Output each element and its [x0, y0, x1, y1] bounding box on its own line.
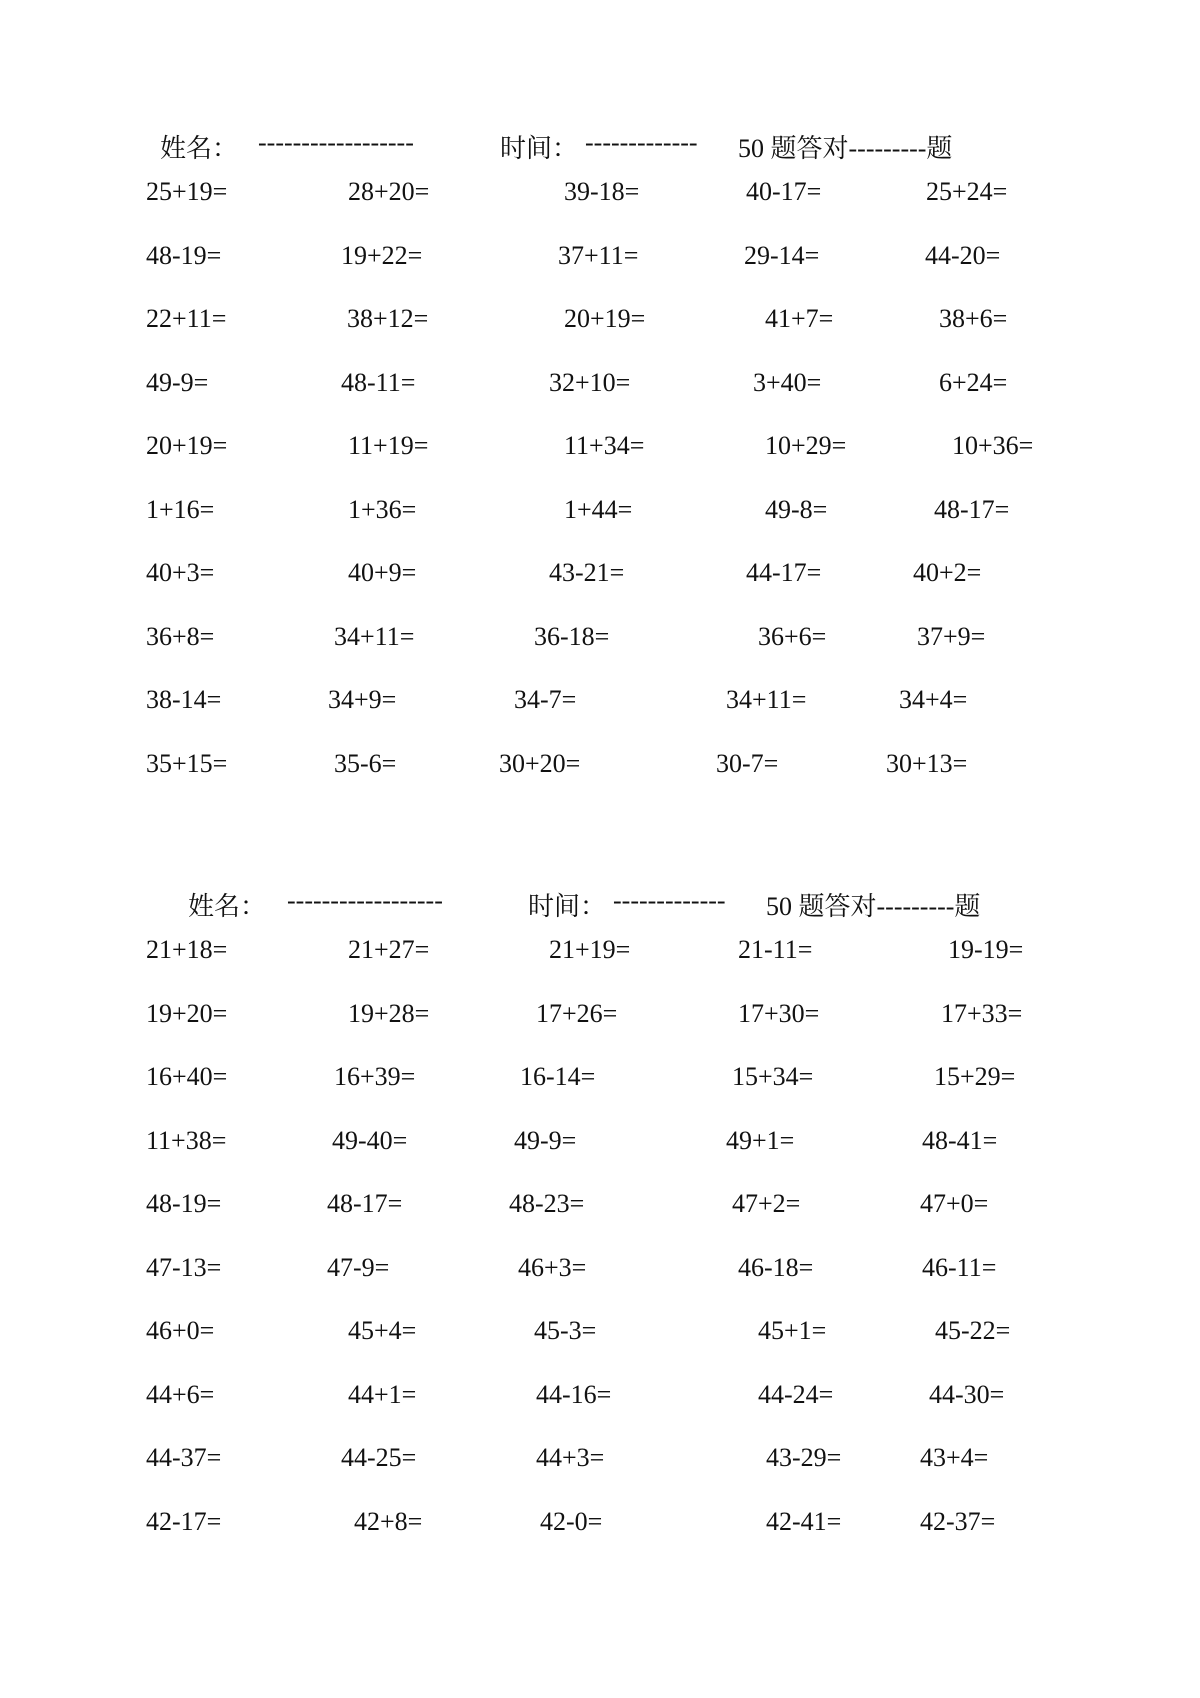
problem-r2-c2: 19+22=: [341, 241, 423, 270]
problem-r4-c3: 32+10=: [549, 368, 631, 397]
problem-r8-c5: 44-30=: [929, 1380, 1005, 1409]
problem-r1-c1: 25+19=: [146, 177, 228, 206]
problem-r5-c3: 11+34=: [564, 431, 645, 460]
problem-r6-c2: 1+36=: [348, 495, 417, 524]
problem-r4-c1: 11+38=: [146, 1126, 227, 1155]
problem-r5-c1: 20+19=: [146, 431, 228, 460]
name-label: 姓名：: [188, 892, 267, 921]
problem-r3-c5: 15+29=: [934, 1062, 1016, 1091]
problem-r7-c4: 45+1=: [758, 1316, 827, 1345]
problem-r1-c2: 21+27=: [348, 935, 430, 964]
problem-r3-c4: 15+34=: [732, 1062, 814, 1091]
problem-r4-c3: 49-9=: [514, 1126, 577, 1155]
problem-r4-c4: 3+40=: [753, 368, 822, 397]
problem-r9-c4: 43-29=: [766, 1443, 842, 1472]
problem-r1-c2: 28+20=: [348, 177, 430, 206]
problem-r3-c3: 16-14=: [520, 1062, 596, 1091]
problem-r6-c1: 47-13=: [146, 1253, 222, 1282]
problem-r2-c3: 17+26=: [536, 999, 618, 1028]
problem-r8-c2: 44+1=: [348, 1380, 417, 1409]
problem-r2-c1: 19+20=: [146, 999, 228, 1028]
problem-r2-c1: 48-19=: [146, 241, 222, 270]
problem-r8-c3: 44-16=: [536, 1380, 612, 1409]
problem-r5-c5: 10+36=: [952, 431, 1034, 460]
problem-r6-c4: 46-18=: [738, 1253, 814, 1282]
problem-r7-c1: 46+0=: [146, 1316, 215, 1345]
time-blank-line: -------------: [585, 128, 698, 157]
problem-r7-c3: 45-3=: [534, 1316, 597, 1345]
problem-r5-c2: 11+19=: [348, 431, 429, 460]
problem-r7-c2: 45+4=: [348, 1316, 417, 1345]
problem-r10-c5: 42-37=: [920, 1507, 996, 1536]
problem-r6-c5: 46-11=: [922, 1253, 997, 1282]
problem-r5-c4: 10+29=: [765, 431, 847, 460]
problem-r10-c2: 42+8=: [354, 1507, 423, 1536]
name-label: 姓名：: [160, 134, 239, 163]
problem-r2-c4: 17+30=: [738, 999, 820, 1028]
problem-r3-c1: 16+40=: [146, 1062, 228, 1091]
sheet-header: [0, 878, 1200, 921]
sheet-header: [0, 120, 1200, 163]
problem-r7-c5: 40+2=: [913, 558, 982, 587]
problem-r9-c3: 44+3=: [536, 1443, 605, 1472]
problem-r8-c1: 36+8=: [146, 622, 215, 651]
problem-r5-c4: 47+2=: [732, 1189, 801, 1218]
name-blank-line: ------------------: [258, 128, 414, 157]
problem-r6-c1: 1+16=: [146, 495, 215, 524]
problem-r8-c5: 37+9=: [917, 622, 986, 651]
problem-r6-c2: 47-9=: [327, 1253, 390, 1282]
time-label: 时间：: [500, 134, 579, 163]
problem-r2-c5: 17+33=: [941, 999, 1023, 1028]
problem-r6-c5: 48-17=: [934, 495, 1010, 524]
problem-r2-c2: 19+28=: [348, 999, 430, 1028]
problem-r3-c2: 16+39=: [334, 1062, 416, 1091]
problem-r1-c3: 39-18=: [564, 177, 640, 206]
problem-r10-c3: 30+20=: [499, 749, 581, 778]
problem-r1-c4: 40-17=: [746, 177, 822, 206]
problem-r10-c4: 30-7=: [716, 749, 779, 778]
problem-r9-c2: 44-25=: [341, 1443, 417, 1472]
problem-r9-c3: 34-7=: [514, 685, 577, 714]
problem-r8-c3: 36-18=: [534, 622, 610, 651]
problem-r4-c5: 48-41=: [922, 1126, 998, 1155]
problem-r2-c5: 44-20=: [925, 241, 1001, 270]
problem-r10-c2: 35-6=: [334, 749, 397, 778]
problem-r8-c1: 44+6=: [146, 1380, 215, 1409]
time-label: 时间：: [528, 892, 607, 921]
problem-r1-c4: 21-11=: [738, 935, 813, 964]
problem-r1-c3: 21+19=: [549, 935, 631, 964]
problem-r1-c1: 21+18=: [146, 935, 228, 964]
problem-r9-c5: 34+4=: [899, 685, 968, 714]
problem-r9-c2: 34+9=: [328, 685, 397, 714]
problem-r6-c3: 46+3=: [518, 1253, 587, 1282]
problem-r5-c1: 48-19=: [146, 1189, 222, 1218]
problem-r3-c4: 41+7=: [765, 304, 834, 333]
problem-r6-c3: 1+44=: [564, 495, 633, 524]
score-text: 50 题答对---------题: [766, 892, 981, 921]
problem-r5-c2: 48-17=: [327, 1189, 403, 1218]
problem-r8-c4: 36+6=: [758, 622, 827, 651]
problem-r4-c2: 49-40=: [332, 1126, 408, 1155]
problem-r7-c2: 40+9=: [348, 558, 417, 587]
problem-r3-c1: 22+11=: [146, 304, 227, 333]
problem-r7-c1: 40+3=: [146, 558, 215, 587]
problem-r3-c2: 38+12=: [347, 304, 429, 333]
score-text: 50 题答对---------题: [738, 134, 953, 163]
problem-r4-c4: 49+1=: [726, 1126, 795, 1155]
problem-r5-c3: 48-23=: [509, 1189, 585, 1218]
problem-r7-c5: 45-22=: [935, 1316, 1011, 1345]
problem-r10-c1: 35+15=: [146, 749, 228, 778]
problem-r10-c5: 30+13=: [886, 749, 968, 778]
problem-r10-c1: 42-17=: [146, 1507, 222, 1536]
problem-r1-c5: 25+24=: [926, 177, 1008, 206]
problem-r4-c2: 48-11=: [341, 368, 416, 397]
name-blank-line: ------------------: [287, 886, 443, 915]
problem-r10-c3: 42-0=: [540, 1507, 603, 1536]
problem-r10-c4: 42-41=: [766, 1507, 842, 1536]
problem-r9-c1: 44-37=: [146, 1443, 222, 1472]
problem-r3-c5: 38+6=: [939, 304, 1008, 333]
problem-r8-c2: 34+11=: [334, 622, 415, 651]
problem-r9-c5: 43+4=: [920, 1443, 989, 1472]
problem-r4-c1: 49-9=: [146, 368, 209, 397]
problem-r2-c3: 37+11=: [558, 241, 639, 270]
problem-r8-c4: 44-24=: [758, 1380, 834, 1409]
problem-r2-c4: 29-14=: [744, 241, 820, 270]
problem-r7-c3: 43-21=: [549, 558, 625, 587]
problem-r4-c5: 6+24=: [939, 368, 1008, 397]
problem-r9-c4: 34+11=: [726, 685, 807, 714]
problem-r3-c3: 20+19=: [564, 304, 646, 333]
time-blank-line: -------------: [613, 886, 726, 915]
problem-r6-c4: 49-8=: [765, 495, 828, 524]
problem-r1-c5: 19-19=: [948, 935, 1024, 964]
problem-r9-c1: 38-14=: [146, 685, 222, 714]
problem-r5-c5: 47+0=: [920, 1189, 989, 1218]
problem-r7-c4: 44-17=: [746, 558, 822, 587]
